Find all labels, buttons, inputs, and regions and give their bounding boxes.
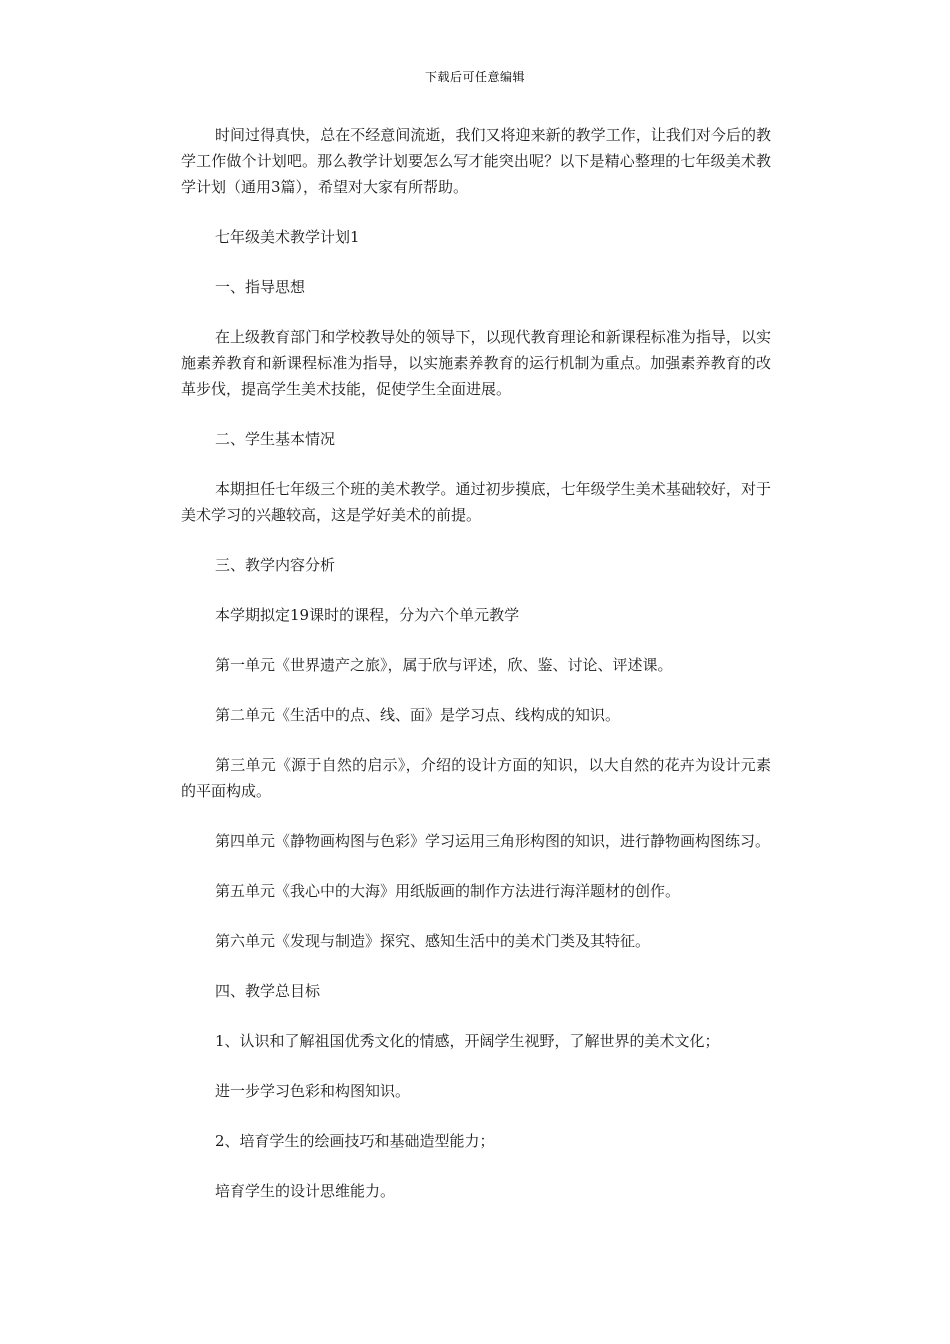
intro-paragraph: 时间过得真快，总在不经意间流逝，我们又将迎来新的教学工作，让我们对今后的教学工作做个计划吧。那么教学计划要怎么写才能突出呢？以下是精心整理的七年级美术教学计划（通用3篇），希望对大家有所帮助。 (181, 126, 771, 196)
goal-1-paragraph: 1、认识和了解祖国优秀文化的情感，开阔学生视野，了解世界的美术文化； (215, 1032, 720, 1050)
goal-1-continuation: 进一步学习色彩和构图知识。 (215, 1082, 411, 1100)
section-heading-teaching-goals: 四、教学总目标 (215, 982, 321, 1000)
section-heading-student-situation: 二、学生基本情况 (215, 430, 336, 448)
guiding-ideology-paragraph: 在上级教育部门和学校教导处的领导下，以现代教育理论和新课程标准为指导，以实施素养教育和新课程标准为指导，以实施素养教育的运行机制为重点。加强素养教育的改革步伐，提高学生美术技能，促使学生全面进展。 (181, 328, 771, 398)
unit-3-paragraph: 第三单元《源于自然的启示》，介绍的设计方面的知识，以大自然的花卉为设计元素的平面构成。 (181, 756, 771, 800)
unit-5-paragraph: 第五单元《我心中的大海》用纸版画的制作方法进行海洋题材的创作。 (215, 882, 681, 900)
unit-1-paragraph: 第一单元《世界遗产之旅》，属于欣与评述，欣、鉴、讨论、评述课。 (215, 656, 673, 674)
student-situation-paragraph: 本期担任七年级三个班的美术教学。通过初步摸底，七年级学生美术基础较好，对于美术学习的兴趣较高，这是学好美术的前提。 (181, 480, 771, 524)
goal-2-paragraph: 2、培育学生的绘画技巧和基础造型能力； (215, 1132, 495, 1150)
goal-2-continuation: 培育学生的设计思维能力。 (215, 1182, 396, 1200)
section-heading-content-analysis: 三、教学内容分析 (215, 556, 336, 574)
content-analysis-paragraph: 本学期拟定19课时的课程，分为六个单元教学 (215, 606, 520, 624)
unit-2-paragraph: 第二单元《生活中的点、线、面》是学习点、线构成的知识。 (215, 706, 621, 724)
unit-4-paragraph: 第四单元《静物画构图与色彩》学习运用三角形构图的知识，进行静物画构图练习。 (215, 832, 771, 850)
document-title: 七年级美术教学计划1 (215, 228, 360, 246)
section-heading-guiding-ideology: 一、指导思想 (215, 278, 306, 296)
unit-6-paragraph: 第六单元《发现与制造》探究、感知生活中的美术门类及其特征。 (215, 932, 651, 950)
page-header-note: 下载后可任意编辑 (424, 70, 525, 84)
document-body (181, 122, 771, 1228)
